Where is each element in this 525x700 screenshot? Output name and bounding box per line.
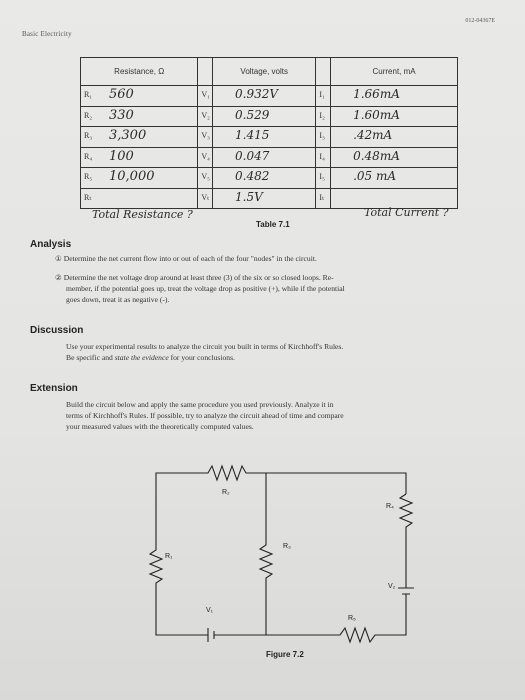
discussion-line-2: Be specific and state the evidence for your conclusions. bbox=[66, 353, 235, 362]
extension-line-3: your measured values with the theoretically computed values. bbox=[66, 422, 254, 431]
label-r3: R₃ bbox=[283, 543, 291, 550]
col-current: Current, mA bbox=[331, 58, 458, 86]
label-v1: V₁ bbox=[206, 607, 214, 614]
extension-heading: Extension bbox=[30, 383, 78, 394]
discussion-heading: Discussion bbox=[30, 325, 84, 336]
label-r2: R₂ bbox=[222, 489, 230, 496]
extension-line-1: Build the circuit below and apply the same procedure you used previously. Analyze it in bbox=[66, 400, 334, 409]
analysis-item-2-line-3: goes down, treat it as negative (-). bbox=[66, 295, 170, 304]
label-v2: V₂ bbox=[388, 583, 396, 590]
table-caption: Table 7.1 bbox=[256, 220, 290, 229]
header-code: 012-04367E bbox=[465, 18, 495, 24]
analysis-heading: Analysis bbox=[30, 239, 72, 250]
analysis-item-2-line-1: ② Determine the net voltage drop around at least three (3) of the six or so closed loops. Re- bbox=[55, 273, 334, 282]
label-r4: R₄ bbox=[386, 503, 394, 510]
header-title: Basic Electricity bbox=[22, 30, 72, 38]
col-resistance: Resistance, Ω bbox=[81, 58, 198, 86]
handwritten-total-current: Total Current ? bbox=[364, 206, 449, 219]
label-r5: R₅ bbox=[348, 615, 356, 622]
table-header-row bbox=[81, 58, 458, 86]
label-r1: R₁ bbox=[165, 553, 173, 560]
table-row: R₄ 100 V₄ 0.047 I₄ 0.48mA bbox=[81, 147, 458, 168]
discussion-line-1: Use your experimental results to analyze the circuit you built in terms of Kirchhoff's Rules. bbox=[66, 342, 344, 351]
table-row: R₃ 3,300 V₃ 1.415 I₃ .42mA bbox=[81, 127, 458, 148]
analysis-item-1: ① Determine the net current flow into or out of each of the four "nodes" in the circuit. bbox=[55, 254, 317, 263]
table-row: R₂ 330 V₂ 0.529 I₂ 1.60mA bbox=[81, 106, 458, 127]
figure-caption: Figure 7.2 bbox=[266, 650, 304, 659]
handwritten-total-resistance: Total Resistance ? bbox=[92, 208, 193, 221]
col-voltage: Voltage, volts bbox=[213, 58, 316, 86]
table-row: Rₜ Vₜ 1.5V Iₜ bbox=[81, 188, 458, 209]
table-row: R₅ 10,000 V₅ 0.482 I₅ .05 mA bbox=[81, 168, 458, 189]
table-row: R₁ 560 V₁ 0.932V I₁ 1.66mA bbox=[81, 86, 458, 107]
extension-line-2: terms of Kirchhoff's Rules. If possible, try to analyze the circuit ahead of time and compare bbox=[66, 411, 344, 420]
circuit-diagram bbox=[140, 450, 420, 650]
analysis-item-2-line-2: member, if the potential goes up, treat the voltage drop as positive (+), while if the potential bbox=[66, 284, 345, 293]
data-table bbox=[80, 57, 458, 209]
